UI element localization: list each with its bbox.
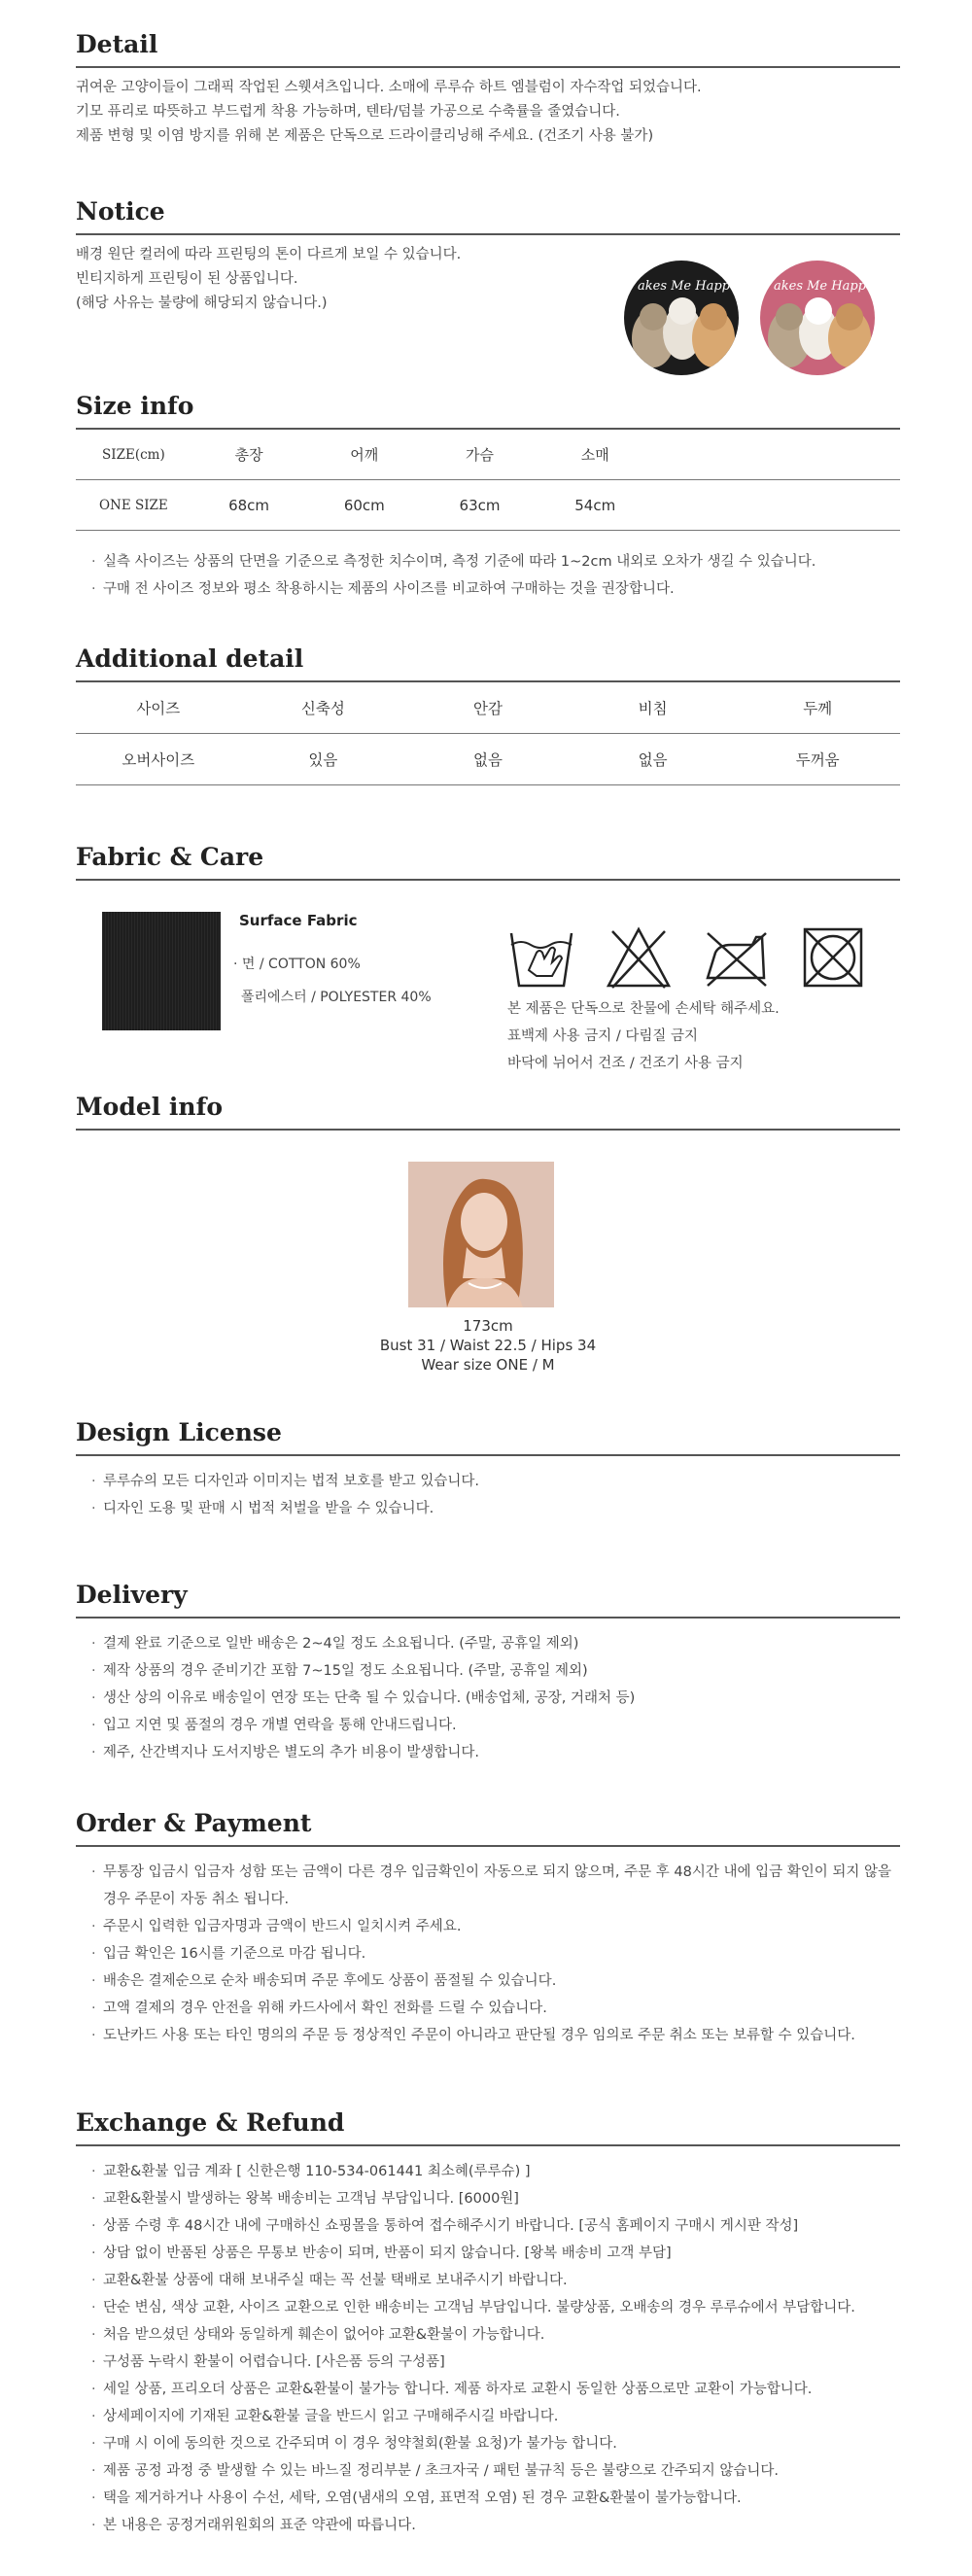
no-bleach-icon	[605, 923, 673, 992]
table-cell: SIZE(cm)	[76, 430, 191, 480]
list-item: · 디자인 도용 및 판매 시 법적 처벌을 받을 수 있습니다.	[93, 1495, 900, 1522]
model-measurements	[76, 1316, 900, 1375]
list-item: · 상품 수령 후 48시간 내에 구매하신 쇼핑몰을 통하여 접수해주시기 바랍니다. [공식 홈페이지 구매시 게시판 작성]	[93, 2212, 900, 2240]
list-item: · 교환&환불 입금 계좌 [ 신한은행 110-534-061441 최소혜(루루슈) ]	[93, 2158, 900, 2185]
table-cell: 두께	[735, 682, 900, 734]
swatch-print-text: akes Me Happ	[638, 279, 730, 294]
hand-wash-icon	[507, 923, 575, 992]
notice-line: 빈티지하게 프린팅이 된 상품입니다.	[76, 271, 298, 287]
delivery-title: Delivery	[76, 1580, 900, 1619]
list-item: · 택을 제거하거나 사용이 수선, 세탁, 오염(냄새의 오염, 표면적 오염) 된 경우 교환&환불이 불가능합니다.	[93, 2485, 900, 2512]
list-item: · 생산 상의 이유로 배송일이 연장 또는 단축 될 수 있습니다. (배송업체, 공장, 거래처 등)	[93, 1685, 900, 1712]
no-iron-icon	[702, 923, 770, 992]
list-item: · 교환&환불 상품에 대해 보내주실 때는 꼭 선불 택배로 보내주시기 바랍니다.	[93, 2267, 900, 2294]
fabric-line: 폴리에스터 / POLYESTER 40%	[241, 990, 432, 1005]
care-line: 바닥에 뉘어서 건조 / 건조기 사용 금지	[507, 1056, 744, 1071]
additional-detail-table	[76, 682, 900, 785]
order-payment-list	[76, 1859, 900, 2049]
detail-title: Detail	[76, 29, 900, 68]
exchange-refund-section	[76, 2107, 900, 2539]
model-line: Bust 31 / Waist 22.5 / Hips 34	[379, 1337, 597, 1354]
swatch-print-text: akes Me Happ	[774, 279, 866, 294]
list-item: · 교환&환불시 발생하는 왕복 배송비는 고객님 부담입니다. [6000원]	[93, 2185, 900, 2212]
list-item: · 루루슈의 모든 디자인과 이미지는 법적 보호를 받고 있습니다.	[93, 1468, 900, 1495]
detail-line: 귀여운 고양이들이 그래픽 작업된 스웻셔츠입니다. 소매에 루루슈 하트 엠블럼이 자수작업 되었습니다.	[76, 80, 702, 95]
table-row	[76, 430, 900, 480]
fabric-heading: Surface Fabric	[239, 912, 358, 929]
print-swatch-black-image	[624, 261, 739, 375]
additional-detail-title: Additional detail	[76, 644, 900, 682]
order-payment-title: Order & Payment	[76, 1808, 900, 1847]
size-notes	[76, 548, 900, 603]
delivery-section	[76, 1580, 900, 1766]
table-cell: 없음	[405, 734, 571, 785]
list-item: · 상담 없이 반품된 상품은 무통보 반송이 되며, 반품이 되지 않습니다. [왕복 배송비 고객 부담]	[93, 2240, 900, 2267]
table-cell: 오버사이즈	[76, 734, 241, 785]
exchange-refund-list	[76, 2158, 900, 2539]
table-row	[76, 682, 900, 734]
detail-text	[76, 76, 900, 149]
list-item: · 고액 결제의 경우 안전을 위해 카드사에서 확인 전화를 드릴 수 있습니다.	[93, 1995, 900, 2022]
model-line: Wear size ONE / M	[421, 1356, 555, 1374]
table-cell: 있음	[241, 734, 406, 785]
table-cell: 54cm	[538, 480, 653, 531]
notice-line: 배경 원단 컬러에 따라 프린팅의 톤이 다르게 보일 수 있습니다.	[76, 247, 462, 262]
table-cell: 신축성	[241, 682, 406, 734]
table-cell: 가슴	[422, 430, 538, 480]
fabric-swatch-image	[102, 912, 221, 1030]
delivery-list	[76, 1630, 900, 1766]
list-item: · 처음 받으셨던 상태와 동일하게 훼손이 없어야 교환&환불이 가능합니다.	[93, 2321, 900, 2349]
list-item: · 결제 완료 기준으로 일반 배송은 2~4일 정도 소요됩니다. (주말, 공휴일 제외)	[93, 1630, 900, 1657]
list-item: · 상세페이지에 기재된 교환&환불 글을 반드시 읽고 구매해주시길 바랍니다.	[93, 2403, 900, 2430]
table-cell: 소매	[538, 430, 653, 480]
list-item: · 주문시 입력한 입금자명과 금액이 반드시 일치시켜 주세요.	[93, 1913, 900, 1940]
list-item: · 배송은 결제순으로 순차 배송되며 주문 후에도 상품이 품절될 수 있습니다.	[93, 1967, 900, 1995]
design-license-list	[76, 1468, 900, 1522]
table-cell: 총장	[191, 430, 307, 480]
care-line: 표백제 사용 금지 / 다림질 금지	[507, 1028, 699, 1044]
table-cell: 60cm	[306, 480, 422, 531]
print-swatch-pink-image	[760, 261, 875, 375]
notice-title: Notice	[76, 196, 900, 235]
list-item: · 도난카드 사용 또는 타인 명의의 주문 등 정상적인 주문이 아니라고 판단될 경우 임의로 주문 취소 또는 보류할 수 있습니다.	[93, 2022, 900, 2049]
detail-line: 기모 퓨리로 따뜻하고 부드럽게 착용 가능하며, 텐타/덤블 가공으로 수축률을 줄였습니다.	[76, 104, 620, 120]
no-tumble-dry-icon	[799, 923, 867, 992]
list-item: · 구매 시 이에 동의한 것으로 간주되며 이 경우 청약철회(환불 요청)가 불가능 합니다.	[93, 2430, 900, 2457]
fabric-line: · 면 / COTTON 60%	[233, 957, 361, 972]
table-cell: 63cm	[422, 480, 538, 531]
model-line: 173cm	[463, 1317, 513, 1335]
size-info-section	[76, 391, 900, 603]
notice-line: (해당 사유는 불량에 해당되지 않습니다.)	[76, 296, 328, 311]
fabric-care-section	[76, 842, 900, 881]
table-cell: 없음	[571, 734, 736, 785]
list-item: · 실측 사이즈는 상품의 단면을 기준으로 측정한 치수이며, 측정 기준에 따라 1~2cm 내외로 오차가 생길 수 있습니다.	[93, 548, 900, 575]
table-cell: 두꺼움	[735, 734, 900, 785]
additional-detail-section	[76, 644, 900, 785]
list-item: · 본 내용은 공정거래위원회의 표준 약관에 따릅니다.	[93, 2512, 900, 2539]
list-item: · 단순 변심, 색상 교환, 사이즈 교환으로 인한 배송비는 고객님 부담입니다. 불량상품, 오배송의 경우 루루슈에서 부담합니다.	[93, 2294, 900, 2321]
table-cell: ONE SIZE	[76, 480, 191, 531]
table-cell: 안감	[405, 682, 571, 734]
list-item: · 세일 상품, 프리오더 상품은 교환&환불이 불가능 합니다. 제품 하자로 교환시 동일한 상품으로만 교환이 가능합니다.	[93, 2376, 900, 2403]
table-cell: 사이즈	[76, 682, 241, 734]
design-license-section	[76, 1417, 900, 1522]
list-item: · 무통장 입금시 입금자 성함 또는 금액이 다른 경우 입금확인이 자동으로 되지 않으며, 주문 후 48시간 내에 입금 확인이 되지 않을 경우 주문이 자동 취소 됩니다.	[93, 1859, 900, 1913]
fabric-care-title: Fabric & Care	[76, 842, 900, 881]
list-item: · 입고 지연 및 품절의 경우 개별 연락을 통해 안내드립니다.	[93, 1712, 900, 1739]
exchange-refund-title: Exchange & Refund	[76, 2107, 900, 2146]
care-instructions	[507, 995, 780, 1077]
model-info-section	[76, 1092, 900, 1131]
list-item: · 구성품 누락시 환불이 어렵습니다. [사은품 등의 구성품]	[93, 2349, 900, 2376]
list-item: · 제품 공정 과정 중 발생할 수 있는 바느질 정리부분 / 초크자국 / 패턴 불규칙 등은 불량으로 간주되지 않습니다.	[93, 2457, 900, 2485]
detail-line: 제품 변형 및 이염 방지를 위해 본 제품은 단독으로 드라이클리닝해 주세요. (건조기 사용 불가)	[76, 128, 654, 144]
model-photo	[408, 1162, 554, 1307]
table-cell: 68cm	[191, 480, 307, 531]
list-item: · 입금 확인은 16시를 기준으로 마감 됩니다.	[93, 1940, 900, 1967]
list-item: · 제주, 산간벽지나 도서지방은 별도의 추가 비용이 발생합니다.	[93, 1739, 900, 1766]
list-item: · 제작 상품의 경우 준비기간 포함 7~15일 정도 소요됩니다. (주말, 공휴일 제외)	[93, 1657, 900, 1685]
order-payment-section	[76, 1808, 900, 2049]
fabric-composition	[233, 948, 432, 1014]
detail-section	[76, 29, 900, 149]
size-info-title: Size info	[76, 391, 900, 430]
care-line: 본 제품은 단독으로 찬물에 손세탁 해주세요.	[507, 1001, 780, 1017]
list-item: · 구매 전 사이즈 정보와 평소 착용하시는 제품의 사이즈를 비교하여 구매하는 것을 권장합니다.	[93, 575, 900, 603]
table-cell: 비침	[571, 682, 736, 734]
table-cell: 어깨	[306, 430, 422, 480]
table-row	[76, 480, 900, 531]
design-license-title: Design License	[76, 1417, 900, 1456]
table-row	[76, 734, 900, 785]
size-table	[76, 430, 900, 531]
model-info-title: Model info	[76, 1092, 900, 1131]
